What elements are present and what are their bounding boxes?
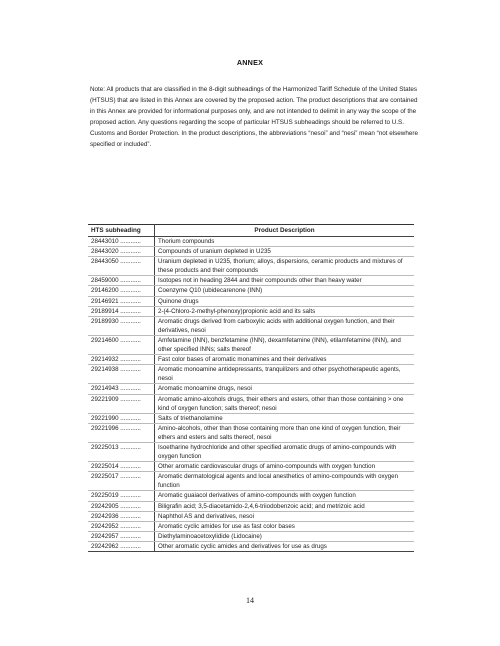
hts-code-cell: 29225017 ............	[88, 472, 155, 491]
hts-subheading-header: HTS subheading	[88, 225, 155, 237]
description-cell: Naphthol AS and derivatives, nesoi	[155, 511, 415, 521]
description-cell: Coenzyme Q10 (ubidecarenone (INN)	[155, 286, 415, 296]
hts-code-cell: 29225014 ............	[88, 462, 155, 472]
table-row	[88, 276, 414, 286]
hts-table	[88, 224, 414, 552]
annex-title: ANNEX	[236, 58, 264, 67]
hts-code-cell: 29242952 ............	[88, 521, 155, 531]
table-row	[88, 531, 414, 541]
table-row	[88, 335, 414, 354]
table-row	[88, 257, 414, 276]
description-cell: Aromatic monoamine drugs, nesoi	[155, 384, 415, 394]
hts-code-cell: 29242905 ............	[88, 501, 155, 511]
description-cell: Salts of triethanolamine	[155, 413, 415, 423]
annex-note	[90, 84, 420, 151]
table-row	[88, 472, 414, 491]
table-row	[88, 423, 414, 442]
table-row	[88, 413, 414, 423]
table-body	[88, 237, 414, 552]
hts-code-cell: 29225019 ............	[88, 491, 155, 501]
description-cell: Thorium compounds	[155, 237, 415, 247]
table-row	[88, 462, 414, 472]
hts-code-cell: 29242957 ............	[88, 531, 155, 541]
description-cell: Compounds of uranium depleted in U235	[155, 247, 415, 257]
description-cell: Amfetamine (INN), benzfetamine (INN), dexamfetamine (INN), etilamfetamine (INN), and other specified INNs; salts thereof	[155, 335, 415, 354]
table-row	[88, 521, 414, 531]
description-cell: Aromatic guaiacol derivatives of amino-compounds with oxygen function	[155, 491, 415, 501]
description-cell: Aromatic cyclic amides for use as fast color bases	[155, 521, 415, 531]
hts-code-cell: 29146200 ............	[88, 286, 155, 296]
table-row	[88, 491, 414, 501]
description-cell: Aromatic amino-alcohols drugs, their ethers and esters, other than those containing > one kind of oxygen function; salts thereof; nesoi	[155, 394, 415, 413]
table-row	[88, 247, 414, 257]
table-row	[88, 511, 414, 521]
table-row	[88, 316, 414, 335]
hts-code-cell: 29225013 ............	[88, 442, 155, 461]
description-cell: Quinone drugs	[155, 296, 415, 306]
note-text: Note: All products that are classified in the 8-digit subheadings of the Harmonized Tariff Schedule of the United States (HTSUS) that are listed in this Annex are covered by the proposed action. The product descriptions that are contained in this Annex are provided for informational purposes only, and are not intended to delimit in any way the scope of the proposed action. Any questions regarding the scope of particular HTSUS subheadings should be referred to U.S. Customs and Border Protection. In the product descriptions, the abbreviations “nesoi” and “nesi” mean “not elsewhere specified or included”.	[90, 86, 418, 149]
hts-code-cell: 29214600 ............	[88, 335, 155, 354]
hts-code-cell: 28459000 ............	[88, 276, 155, 286]
description-cell: Amino-alcohols, other than those containing more than one kind of oxygen function, their ethers and esters and salts thereof, nesoi	[155, 423, 415, 442]
description-cell: Fast color bases of aromatic monamines and their derivatives	[155, 355, 415, 365]
table-row	[88, 237, 414, 247]
hts-code-cell: 29221990 ............	[88, 413, 155, 423]
hts-code-cell: 29214938 ............	[88, 365, 155, 384]
hts-code-cell: 29214932 ............	[88, 355, 155, 365]
description-cell: Other aromatic cyclic amides and derivatives for use as drugs	[155, 541, 415, 551]
description-cell: Isoetharine hydrochloride and other specified aromatic drugs of amino-compounds with oxygen function	[155, 442, 415, 461]
hts-code-cell: 29189930 ............	[88, 316, 155, 335]
hts-code-cell: 29221909 ............	[88, 394, 155, 413]
description-cell: Isotopes not in heading 2844 and their compounds other than heavy water	[155, 276, 415, 286]
table-row	[88, 306, 414, 316]
table-row	[88, 541, 414, 551]
description-cell: Aromatic dermatological agents and local anesthetics of amino-compounds with oxygen function	[155, 472, 415, 491]
description-cell: Diethylaminoacetoxylidide (Lidocaine)	[155, 531, 415, 541]
table-row	[88, 394, 414, 413]
table-row	[88, 501, 414, 511]
description-cell: Aromatic monoamine antidepressants, tranquilizers and other psychotherapeutic agents, nesoi	[155, 365, 415, 384]
hts-code-cell: 29189914 ............	[88, 306, 155, 316]
hts-code-cell: 29146921 ............	[88, 296, 155, 306]
hts-code-cell: 28443050 ............	[88, 257, 155, 276]
description-cell: Other aromatic cardiovascular drugs of amino-compounds with oxygen function	[155, 462, 415, 472]
hts-code-cell: 29242962 ............	[88, 541, 155, 551]
hts-code-cell: 29221996 ............	[88, 423, 155, 442]
hts-code-cell: 29214943 ............	[88, 384, 155, 394]
hts-code-cell: 29242936 ............	[88, 511, 155, 521]
page-number: 14	[246, 596, 254, 605]
table-row	[88, 355, 414, 365]
description-cell: Uranium depleted in U235, thorium; alloys, dispersions, ceramic products and mixtures of these products and their compounds	[155, 257, 415, 276]
table-row	[88, 384, 414, 394]
description-cell: Aromatic drugs derived from carboxylic acids with additional oxygen function, and their derivatives, nesoi	[155, 316, 415, 335]
table-header-row	[88, 225, 414, 237]
hts-code-cell: 28443020 ............	[88, 247, 155, 257]
description-cell: Biligrafin acid; 3,5-diacetamido-2,4,6-triiodobenzoic acid; and metrizoic acid	[155, 501, 415, 511]
product-description-header: Product Description	[155, 225, 415, 237]
table-row	[88, 365, 414, 384]
description-cell: 2-(4-Chloro-2-methyl-phenoxy)propionic acid and its salts	[155, 306, 415, 316]
table-row	[88, 442, 414, 461]
table-row	[88, 296, 414, 306]
table-row	[88, 286, 414, 296]
hts-code-cell: 28443010 ............	[88, 237, 155, 247]
